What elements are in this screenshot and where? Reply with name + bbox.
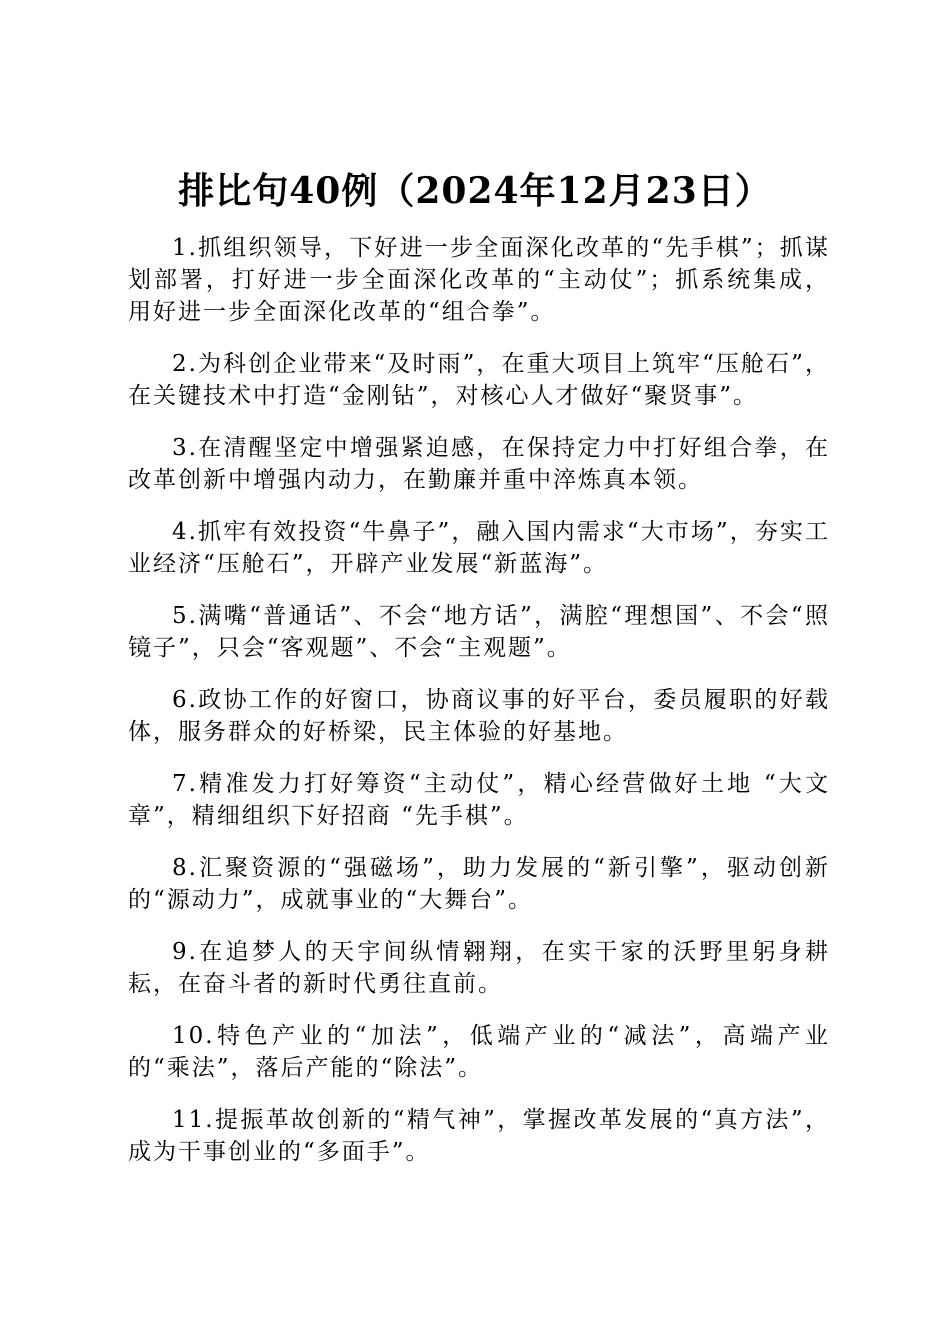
- paragraph-5: 5.满嘴“普通话”、不会“地方话”，满腔“理想国”、不会“照镜子”，只会“客观题”、不会“主观题”。: [128, 603, 830, 661]
- paragraph-4: 4.抓牢有效投资“牛鼻子”，融入国内需求“大市场”，夯实工业经济“压舱石”，开辟产业发展“新蓝海”。: [128, 519, 830, 577]
- document-title: 排比句40例（2024年12月23日）: [178, 170, 772, 212]
- paragraph-11: 11.提振革故创新的“精气神”，掌握改革发展的“真方法”，成为干事创业的“多面手”。: [128, 1107, 830, 1165]
- paragraph-6: 6.政协工作的好窗口，协商议事的好平台，委员履职的好载体，服务群众的好桥梁，民主体验的好基地。: [128, 687, 830, 745]
- document-body: [128, 232, 830, 1188]
- paragraph-10: 10.特色产业的“加法”，低端产业的“减法”，高端产业的“乘法”，落后产能的“除法”。: [128, 1023, 830, 1081]
- paragraph-1: 1.抓组织领导，下好进一步全面深化改革的“先手棋”；抓谋划部署，打好进一步全面深化改革的“主动仗”；抓系统集成，用好进一步全面深化改革的“组合拳”。: [128, 235, 830, 325]
- paragraph-9: 9.在追梦人的天宇间纵情翱翔，在实干家的沃野里躬身耕耘，在奋斗者的新时代勇往直前。: [128, 939, 830, 997]
- paragraph-3: 3.在清醒坚定中增强紧迫感，在保持定力中打好组合拳，在改革创新中增强内动力，在勤廉并重中淬炼真本领。: [128, 435, 830, 493]
- paragraph-7: 7.精准发力打好筹资“主动仗”，精心经营做好土地 “大文章”，精细组织下好招商 “先手棋”。: [128, 771, 830, 829]
- paragraph-8: 8.汇聚资源的“强磁场”，助力发展的“新引擎”，驱动创新的“源动力”，成就事业的“大舞台”。: [128, 855, 830, 913]
- paragraph-2: 2.为科创企业带来“及时雨”，在重大项目上筑牢“压舱石”，在关键技术中打造“金刚钻”，对核心人才做好“聚贤事”。: [128, 351, 830, 409]
